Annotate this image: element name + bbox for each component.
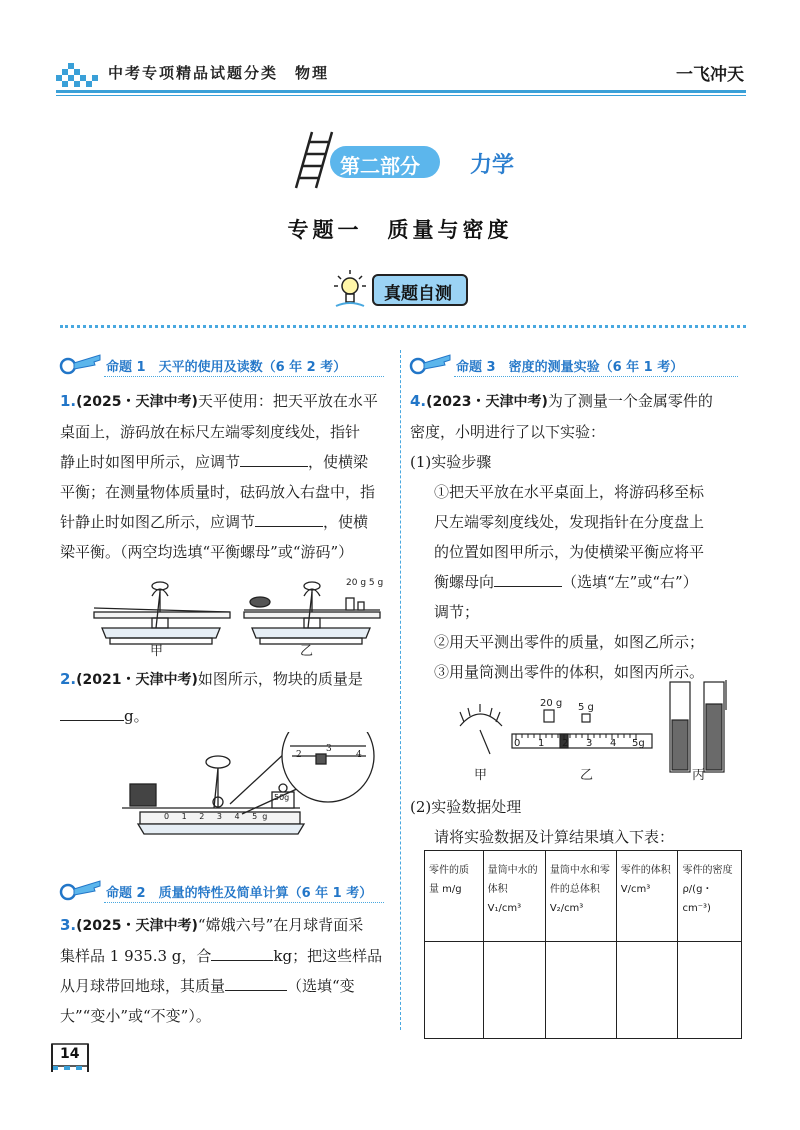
q4-s1-l1: ①把天平放在水平桌面上，将游码移至标 (434, 483, 705, 501)
part-label: 第二部分 (340, 154, 420, 178)
q2-blank[interactable] (60, 704, 124, 721)
q1-line3a: 静止时如图甲所示，应调节 (60, 453, 241, 471)
q1-weights-label: 20 g 5 g (346, 578, 384, 588)
q1-line4: 平衡；在测量物体质量时，砝码放入右盘中，指 (60, 483, 376, 501)
header-checker-icon (56, 62, 102, 88)
table-header-cell: 量筒中水和零件的总体积 V₂/cm³ (545, 851, 616, 942)
q3-source: (2025・天津中考) (76, 918, 198, 934)
table-cell-v2[interactable] (545, 942, 616, 1039)
q2-number: 2. (60, 670, 77, 688)
q2-source: (2021・天津中考) (76, 672, 198, 688)
q1-line5a: 针静止时如图乙所示，应调节 (60, 513, 256, 531)
q2-scale-3: 3 (326, 744, 332, 754)
q1-fig-b-label: 乙 (300, 644, 314, 659)
ruler-tick-0: 0 (514, 738, 521, 749)
q2-ruler-label: 0 1 2 3 4 5g (164, 812, 273, 821)
table-header-row (425, 851, 742, 942)
q3-line3a: 从月球带回地球，其质量 (60, 977, 226, 995)
q4-s3: ③用量筒测出零件的体积，如图丙所示。 (434, 663, 705, 681)
table-cell-density[interactable] (678, 942, 742, 1039)
q4-fig-b-label: 乙 (580, 768, 594, 783)
page-number: 14 (60, 1046, 80, 1062)
q1-blank-2[interactable] (255, 510, 323, 527)
q4-s1-l4a: 衡螺母向 (434, 573, 495, 591)
header-title: 中考专项精品试题分类 物理 (108, 64, 330, 82)
q2-scale-2: 2 (296, 750, 302, 760)
question-2 (60, 664, 390, 731)
table-header-cell: 零件的体积 V/cm³ (616, 851, 678, 942)
section-3-underline (454, 376, 738, 377)
q3-line1: “嫦娥六号”在月球背面采 (197, 916, 364, 934)
q4-s2: ②用天平测出零件的质量，如图乙所示； (434, 633, 705, 651)
q2-line1: 如图所示，物块的质量是 (197, 670, 363, 688)
q3-number: 3. (60, 916, 77, 934)
table-header-cell: 零件的质量 m/g (425, 851, 484, 942)
table-cell-v1[interactable] (483, 942, 545, 1039)
q4-data-head: (2)实验数据处理 (410, 798, 522, 816)
section-2-label: 命题 2 质量的特性及简单计算（6 年 1 考） (106, 886, 373, 901)
q2-weight-label: 50g (274, 793, 290, 802)
key-icon (58, 876, 102, 902)
section-1-underline (104, 376, 384, 377)
q4-number: 4. (410, 392, 427, 410)
q1-balances-figure (90, 578, 390, 656)
q4-data-section (410, 792, 750, 852)
q1-source: (2025・天津中考) (76, 394, 198, 410)
ruler-tick-4: 4 (610, 738, 617, 749)
topic-title: 专题一 质量与密度 (287, 217, 513, 242)
q1-line1: 天平使用：把天平放在水平 (197, 392, 378, 410)
section-3-label: 命题 3 密度的测量实验（6 年 1 考） (456, 360, 684, 375)
q4-s1-l3: 的位置如图甲所示，为使横梁平衡应将平 (434, 543, 705, 561)
q1-line3b: ，使横梁 (308, 453, 369, 471)
key-icon (58, 350, 102, 376)
q3-line2a: 集样品 1 935.3 g，合 (60, 947, 212, 965)
q1-line5b: ，使横 (323, 513, 369, 531)
q4-s1-l4b: （选填“左”或“右”） (562, 573, 698, 591)
q3-line2b: kg；把这些样品 (273, 947, 383, 965)
ruler-tick-5: 5g (632, 738, 645, 749)
q3-blank-2[interactable] (225, 974, 287, 991)
header-brand: 一飞冲天 (676, 65, 744, 85)
q3-blank-1[interactable] (211, 944, 273, 961)
q4-fig-a-label: 甲 (474, 768, 488, 783)
header-rule (56, 90, 746, 93)
lightbulb-icon (332, 266, 368, 310)
question-3 (60, 910, 392, 1031)
real-test-label: 真题自测 (384, 284, 452, 304)
q4-line1: 为了测量一个金属零件的 (547, 392, 713, 410)
header-rule-thin (56, 95, 746, 96)
q4-source: (2023・天津中考) (426, 394, 548, 410)
q1-number: 1. (60, 392, 77, 410)
q4-s1-l2: 尺左端零刻度线处，发现指针在分度盘上 (434, 513, 705, 531)
q4-line2: 密度，小明进行了以下实验： (410, 423, 606, 441)
key-icon (408, 350, 452, 376)
q4-step-head: (1)实验步骤 (410, 453, 492, 471)
q2-unit: g。 (124, 707, 149, 725)
q2-scale-4: 4 (356, 750, 362, 760)
q4-blank[interactable] (494, 570, 562, 587)
table-cell-mass[interactable] (425, 942, 484, 1039)
table-header-cell: 零件的密度 ρ/(g・cm⁻³) (678, 851, 742, 942)
q4-data-table (424, 850, 742, 1039)
ruler-tick-2: 2 (562, 738, 569, 749)
q1-blank-1[interactable] (240, 450, 308, 467)
q4-s1-l5: 调节； (434, 603, 480, 621)
q1-line6: 梁平衡。（两空均选填“平衡螺母”或“游码”） (60, 543, 354, 561)
question-4 (410, 386, 750, 687)
q3-line4: 大”“变小”或“不变”）。 (60, 1007, 211, 1025)
q1-line2: 桌面上，游码放在标尺左端零刻度线处，指针 (60, 423, 361, 441)
q4-weight-20: 20 g (540, 698, 563, 709)
table-header-cell: 量筒中水的体积 V₁/cm³ (483, 851, 545, 942)
section-1-label: 命题 1 天平的使用及读数（6 年 2 考） (106, 360, 347, 375)
ruler-tick-1: 1 (538, 738, 545, 749)
section-2-underline (104, 902, 384, 903)
q4-data-intro: 请将实验数据及计算结果填入下表： (434, 828, 675, 846)
table-row (425, 942, 742, 1039)
q4-figures (456, 680, 746, 776)
dotted-divider (60, 325, 746, 328)
ruler-tick-3: 3 (586, 738, 593, 749)
q4-fig-c-label: 丙 (692, 768, 706, 783)
question-1 (60, 386, 390, 567)
column-divider (400, 350, 401, 1030)
part-subject: 力学 (470, 153, 515, 178)
q4-weight-5: 5 g (578, 702, 594, 713)
q1-fig-a-label: 甲 (150, 644, 164, 659)
table-cell-volume[interactable] (616, 942, 678, 1039)
q3-line3b: （选填“变 (287, 977, 355, 995)
q4-ruler-ticks (512, 738, 668, 752)
